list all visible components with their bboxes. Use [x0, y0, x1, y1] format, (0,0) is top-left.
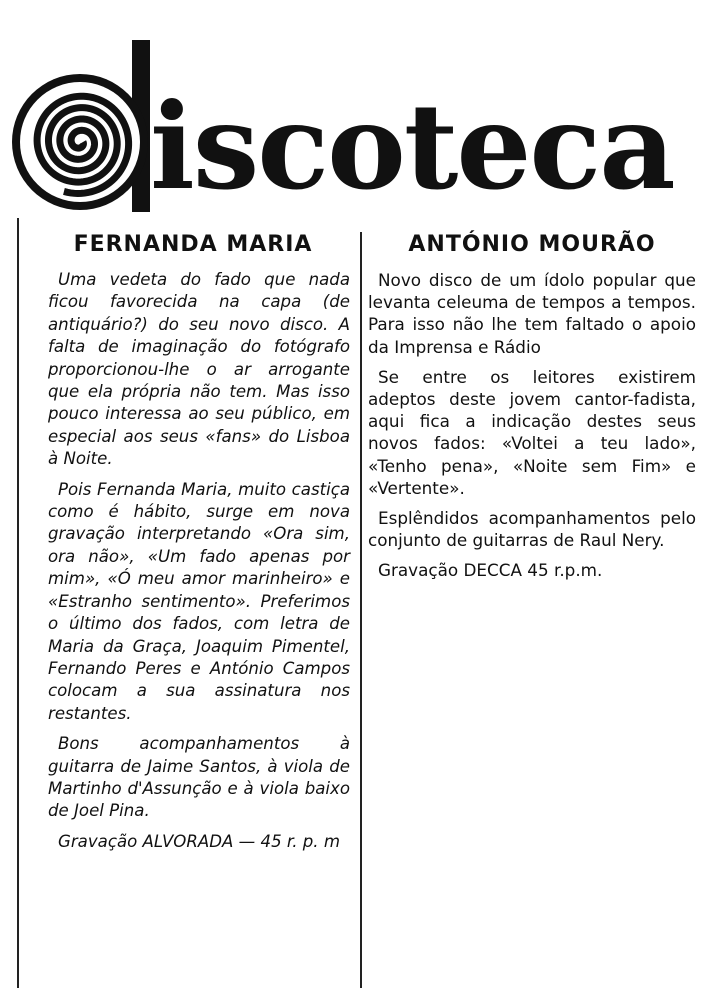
article-heading: ANTÓNIO MOURÃO	[408, 232, 656, 257]
left-column-rule	[17, 218, 19, 988]
record-label-line: Gravação DECCA 45 r.p.m.	[378, 560, 603, 581]
article-paragraph: Novo disco de um ídolo popular que levanta celeuma de tempos a tempos. Para isso não lhe tem faltado o apoio da Imprensa e Rádio	[368, 270, 696, 357]
article-paragraph: Pois Fernanda Maria, muito castiça como é hábito, surge em nova gravação interpretando «Ora sim, ora não», «Um fado apenas por mim», «Ó meu amor marinheiro» e «Estranho sentimento». Preferimos o último dos fados, com letra de Maria da Graça, Joaquim Pimentel, Fernando Peres e António Campos colocam a sua assinatura nos restantes.	[48, 479, 350, 723]
article-paragraph: Uma vedeta do fado que nada ficou favorecida na capa (de antiquário?) do seu novo disco. A falta de imaginação do fotógrafo proporcionou-lhe o ar arrogante que ela própria não tem. Mas isso pouco interessa ao seu público, em especial aos seus «fans» do Lisboa à Noite.	[48, 270, 350, 469]
masthead-title: iscoteca	[150, 77, 674, 216]
record-label-line: Gravação ALVORADA — 45 r. p. m	[58, 831, 340, 851]
article-heading: FERNANDA MARIA	[73, 232, 313, 257]
center-column-rule	[360, 232, 362, 988]
article-paragraph: Esplêndidos acompanhamentos pelo conjunto de guitarras de Raul Nery.	[368, 508, 696, 551]
article-paragraph: Se entre os leitores existirem adeptos deste jovem cantor-fadista, aqui fica a indicação destes seus novos fados: «Voltei a teu lado», «Tenho pena», «Noite sem Fim» e «Vertente».	[368, 366, 696, 498]
right-article	[368, 225, 696, 590]
masthead	[0, 0, 707, 215]
article-paragraph: Bons acompanhamentos à guitarra de Jaime Santos, à viola de Martinho d'Assunção e à viola baixo de Joel Pina.	[48, 734, 350, 821]
spiral-d-icon	[4, 40, 154, 215]
left-article	[48, 225, 350, 861]
